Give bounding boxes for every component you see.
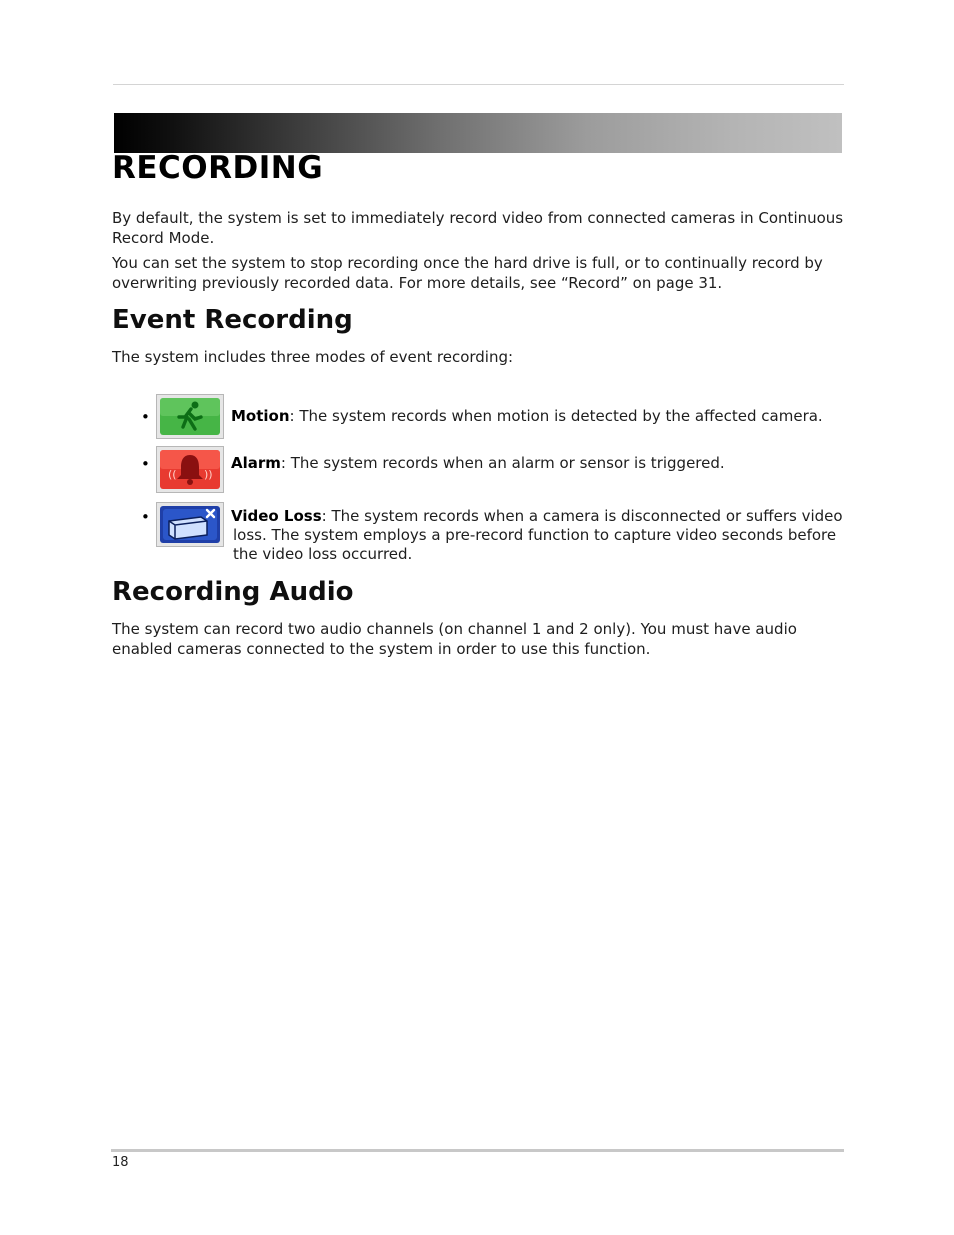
footer-rule — [111, 1149, 844, 1152]
header-rule — [113, 84, 844, 85]
alarm-item — [231, 454, 846, 473]
intro-paragraph-1: By default, the system is set to immediately record video from connected cameras in Continuous Record Mode. — [112, 209, 844, 247]
video-loss-item — [231, 507, 846, 564]
page-title: RECORDING — [112, 150, 324, 186]
event-recording-lead: The system includes three modes of event recording: — [112, 348, 514, 366]
motion-term: Motion — [231, 407, 290, 425]
video-loss-description-cont: loss. The system employs a pre-record function to capture video seconds before the video loss occurred. — [233, 526, 837, 563]
video-loss-term: Video Loss — [231, 507, 322, 525]
motion-item — [231, 407, 846, 426]
alarm-description: : The system records when an alarm or sensor is triggered. — [280, 454, 725, 472]
page-number: 18 — [112, 1155, 129, 1170]
intro-paragraph-2: You can set the system to stop recording once the hard drive is full, or to continually record by overwriting previously recorded data. For more details, see “Record” on page 31. — [112, 254, 823, 292]
alarm-icon — [156, 446, 224, 493]
video-loss-description: : The system records when a camera is disconnected or suffers video — [321, 507, 843, 525]
recording-audio-body: The system can record two audio channels (on channel 1 and 2 only). You must have audio enabled cameras connected to the system in order to use this function. — [112, 620, 797, 658]
svg-text:)): )) — [204, 468, 213, 481]
motion-icon — [156, 394, 224, 439]
alarm-term: Alarm — [231, 454, 281, 472]
recording-audio-heading: Recording Audio — [112, 577, 354, 607]
section-banner — [114, 113, 842, 153]
video-loss-icon — [156, 502, 224, 547]
bullet: • — [141, 408, 150, 426]
bullet: • — [141, 455, 150, 473]
bullet: • — [141, 508, 150, 526]
event-recording-heading: Event Recording — [112, 305, 353, 335]
motion-description: : The system records when motion is detected by the affected camera. — [289, 407, 823, 425]
svg-text:((: (( — [168, 468, 177, 481]
